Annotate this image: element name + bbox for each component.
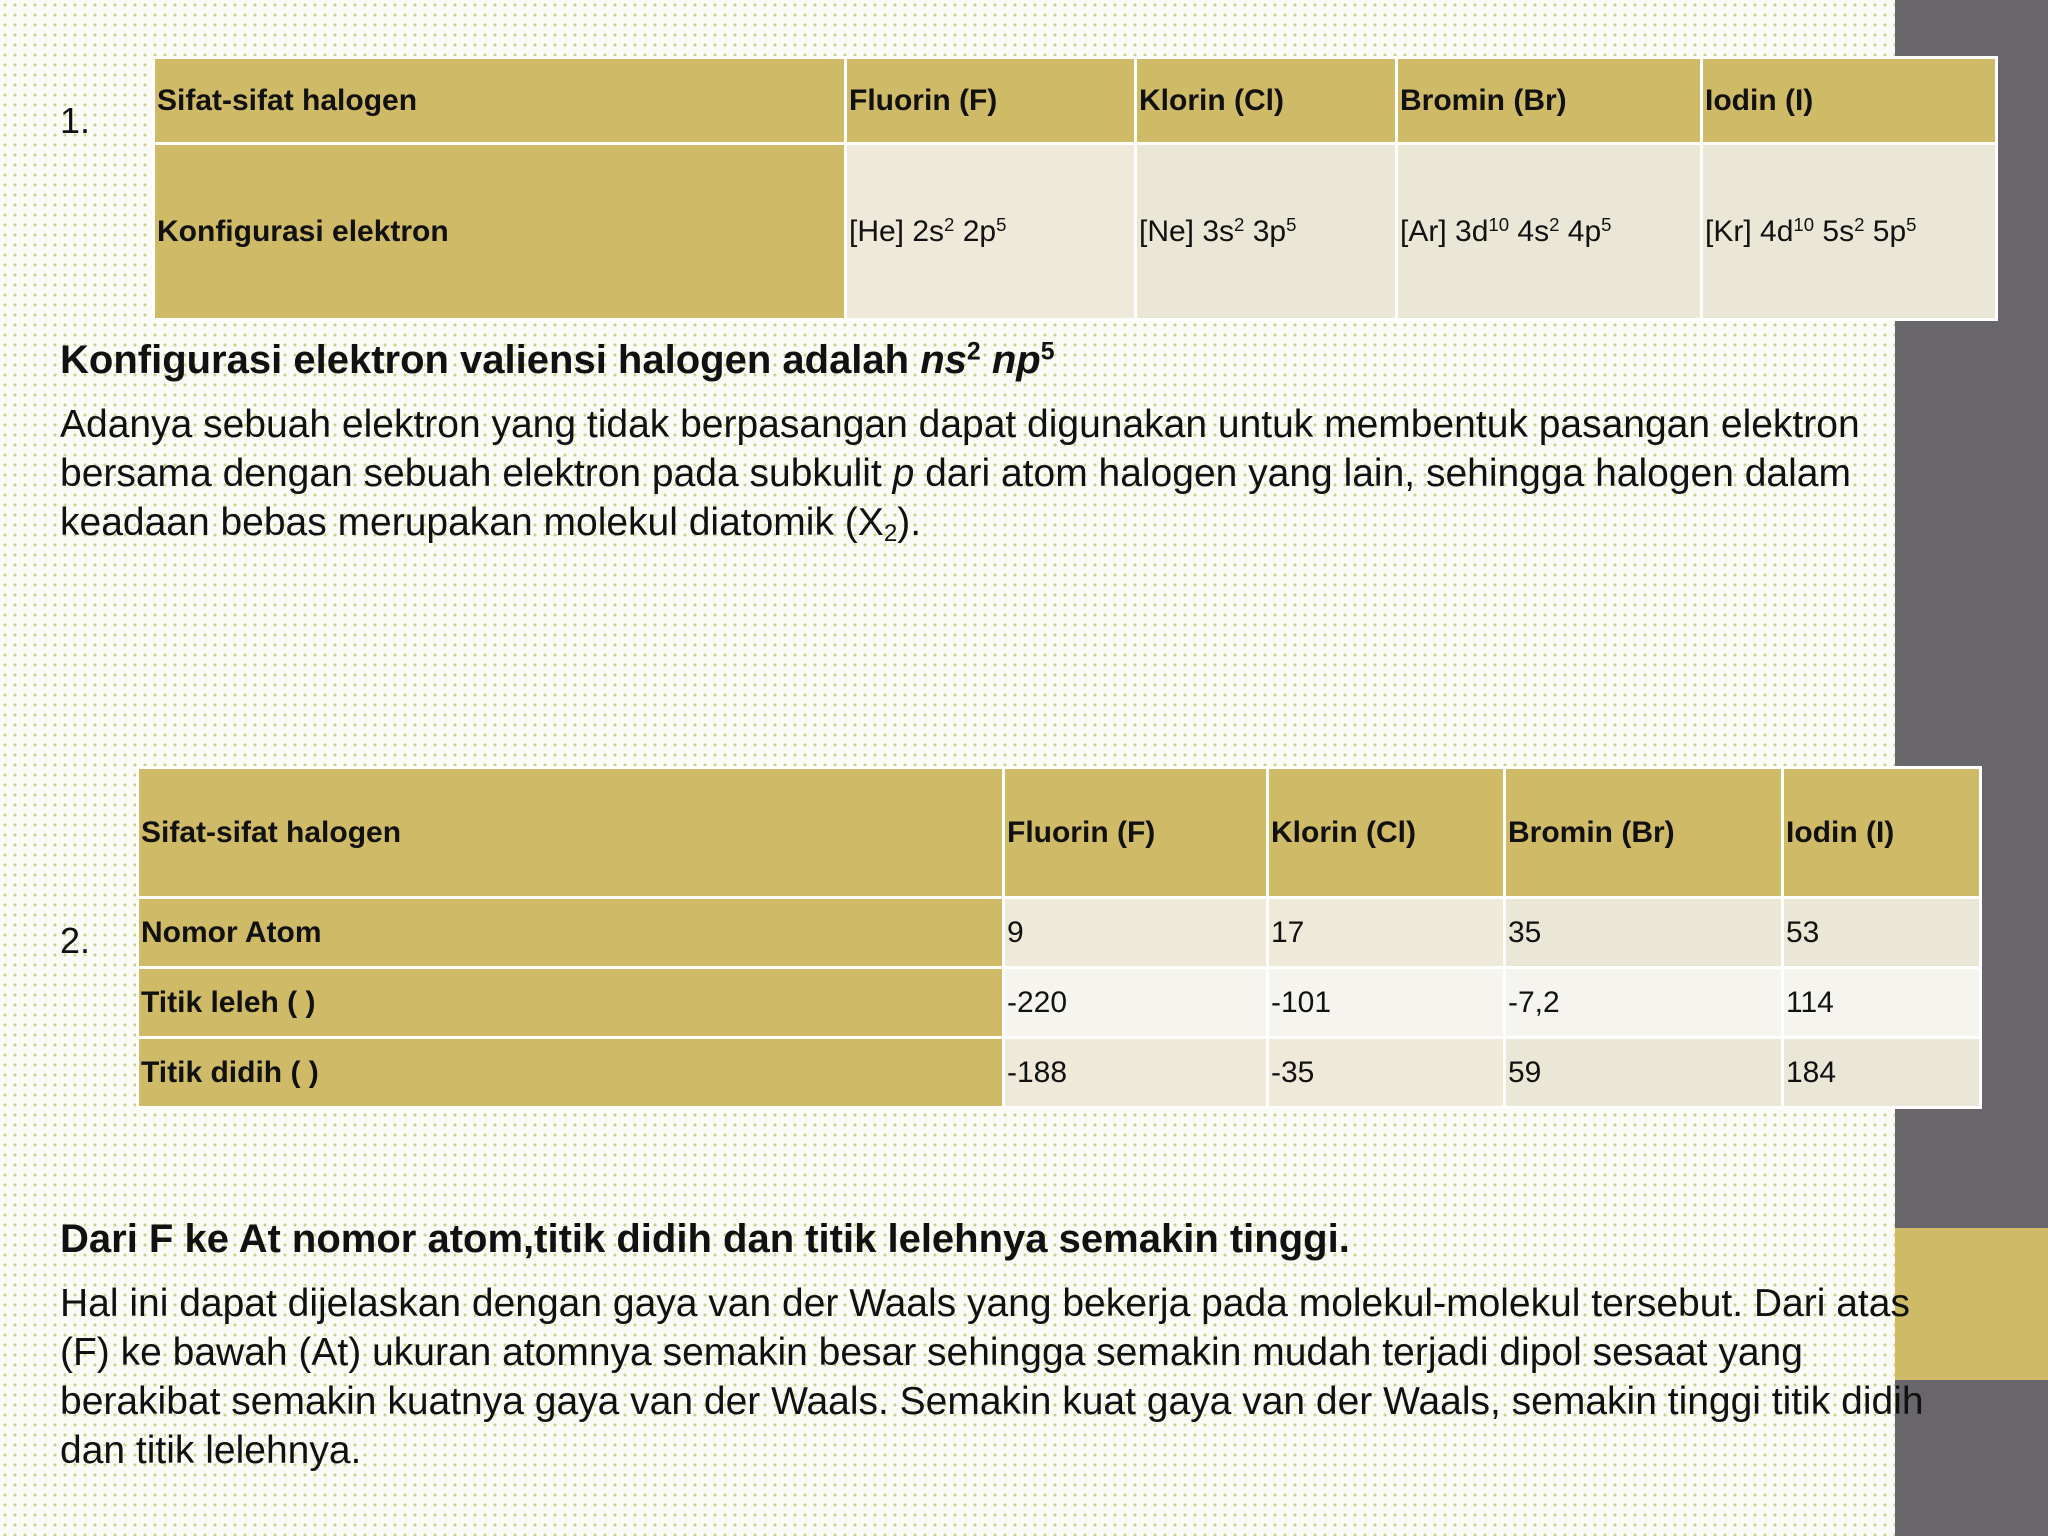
paragraph-line: Adanya sebuah elektron yang tidak berpasangan dapat digunakan untuk membentuk pasangan elektron — [60, 403, 1860, 446]
physical-properties-table — [136, 766, 1982, 1109]
table-cell: -188 — [1004, 1038, 1268, 1108]
paragraph-line: dan titik lelehnya. — [60, 1429, 362, 1472]
header-cell-klorin: Klorin (Cl) — [1136, 58, 1397, 144]
header-cell-bromin: Bromin (Br) — [1397, 58, 1702, 144]
paragraph-line: bersama dengan sebuah elektron pada subkulit p dari atom halogen yang lain, sehingga halogen dalam — [60, 452, 1851, 495]
table-cell: 184 — [1783, 1038, 1981, 1108]
config-cell-klorin: [Ne] $3s^2$ $3p^5$ — [1136, 144, 1397, 320]
header-cell-iodin: Iodin (I) — [1783, 768, 1981, 898]
header-cell-fluorin: Fluorin (F) — [1004, 768, 1268, 898]
header-cell-iodin: Iodin (I) — [1702, 58, 1997, 144]
table-row — [138, 968, 1981, 1038]
electron-config-table — [152, 56, 1998, 321]
paragraph-line: Hal ini dapat dijelaskan dengan gaya van der Waals yang bekerja pada molekul-molekul tersebut. Dari atas — [60, 1282, 1910, 1325]
paragraph-line: (F) ke bawah (At) ukuran atomnya semakin besar sehingga semakin mudah terjadi dipol sesaat yang — [60, 1331, 1803, 1374]
table-cell: 17 — [1268, 898, 1505, 968]
table-row — [138, 1038, 1981, 1108]
valence-config-heading: Konfigurasi elektron valiensi halogen adalah $ns^2$ $np^5$ — [60, 338, 1055, 382]
table-row — [154, 144, 1997, 320]
config-cell-iodin: [Kr] $4d^{10}$ $5s^2$ $5p^5$ — [1702, 144, 1997, 320]
trend-heading: Dari F ke At nomor atom,titik didih dan titik lelehnya semakin tinggi. — [60, 1217, 1350, 1261]
table-cell: -220 — [1004, 968, 1268, 1038]
table-cell: -7,2 — [1505, 968, 1783, 1038]
table-header-row — [138, 768, 1981, 898]
row-label-nomor-atom: Nomor Atom — [138, 898, 1004, 968]
table-cell: -101 — [1268, 968, 1505, 1038]
paragraph-line: berakibat semakin kuatnya gaya van der Waals. Semakin kuat gaya van der Waals, semakin tinggi titik didih — [60, 1380, 1924, 1423]
table-cell: -35 — [1268, 1038, 1505, 1108]
paragraph-line: keadaan bebas merupakan molekul diatomik $(X_2)$. — [60, 501, 922, 548]
row-label-titik-leleh: Titik leleh ( ) — [138, 968, 1004, 1038]
table-cell: 59 — [1505, 1038, 1783, 1108]
header-cell-property: Sifat-sifat halogen — [138, 768, 1004, 898]
header-cell-klorin: Klorin (Cl) — [1268, 768, 1505, 898]
section-number-1: 1. — [60, 100, 91, 141]
table-header-row — [154, 58, 1997, 144]
trend-explanation-paragraph — [60, 1279, 2048, 1475]
table-cell: 53 — [1783, 898, 1981, 968]
table-cell: 114 — [1783, 968, 1981, 1038]
config-cell-bromin: [Ar] $3d^{10}$ $4s^2$ $4p^5$ — [1397, 144, 1702, 320]
table-row — [138, 898, 1981, 968]
table-cell: 9 — [1004, 898, 1268, 968]
valence-explanation-paragraph — [60, 400, 2048, 547]
header-cell-fluorin: Fluorin (F) — [846, 58, 1136, 144]
row-label-titik-didih: Titik didih ( ) — [138, 1038, 1004, 1108]
section-number-2: 2. — [60, 920, 91, 961]
row-label-konfigurasi: Konfigurasi elektron — [154, 144, 846, 320]
header-cell-bromin: Bromin (Br) — [1505, 768, 1783, 898]
config-cell-fluorin: [He] $2s^2$ $2p^5$ — [846, 144, 1136, 320]
table-cell: 35 — [1505, 898, 1783, 968]
header-cell-property: Sifat-sifat halogen — [154, 58, 846, 144]
